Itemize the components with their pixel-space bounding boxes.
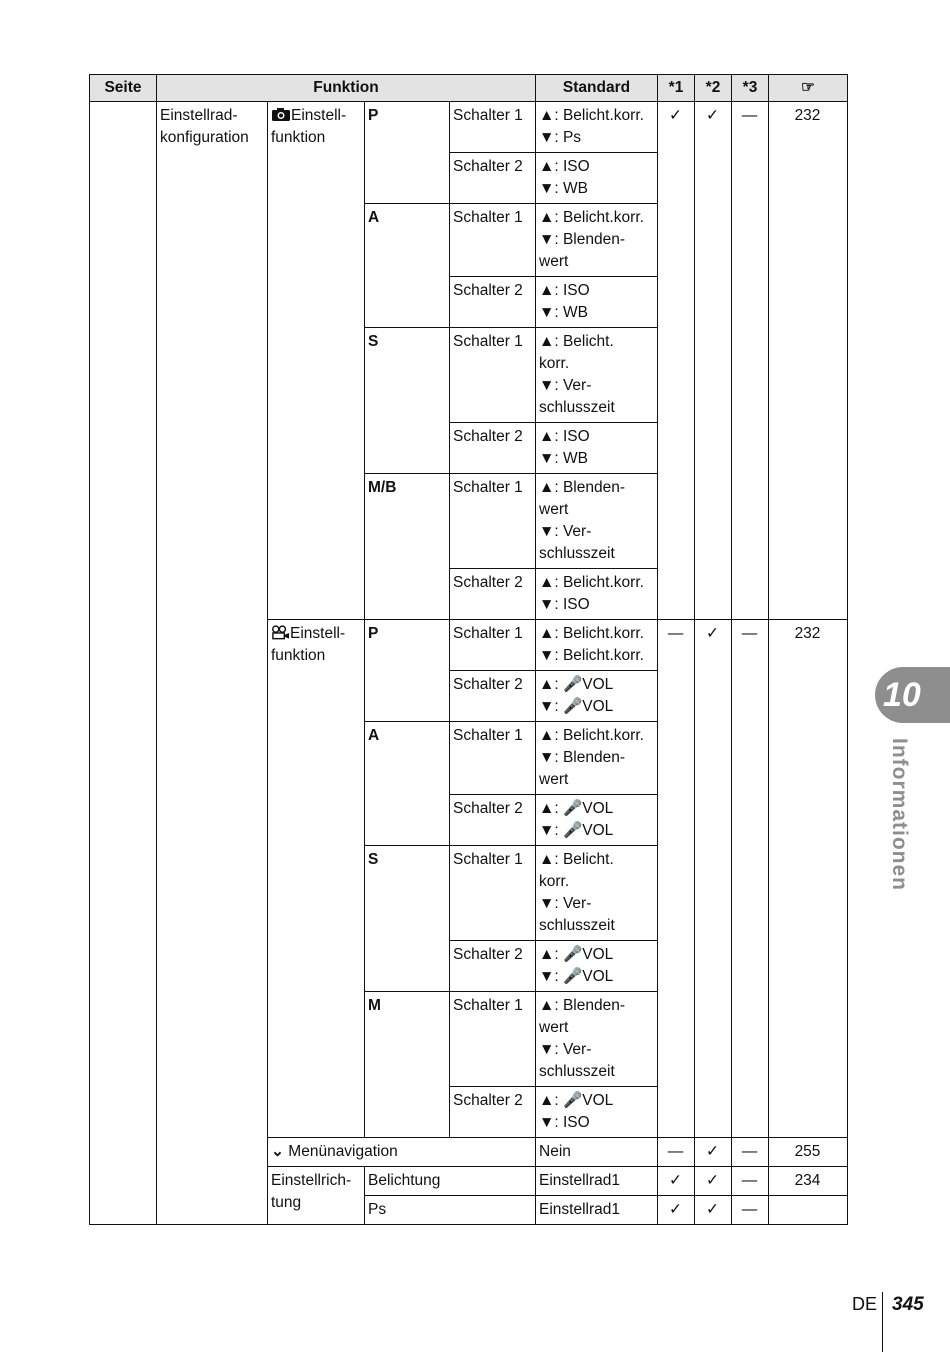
note-1-value: ✓ <box>658 102 695 620</box>
header-row <box>90 75 848 102</box>
standard-value: Einstellrad1 <box>536 1196 658 1225</box>
standard-value <box>536 204 658 277</box>
standard-line: ▼: Blenden- <box>539 749 625 766</box>
header-seite: Seite <box>90 75 157 102</box>
standard-line: ▲: ISO <box>539 282 590 299</box>
standard-line: ▲: ISO <box>539 158 590 175</box>
standard-line: korr. <box>539 355 570 372</box>
switch-label: Schalter 2 <box>450 569 536 620</box>
standard-line: ▼: WB <box>539 450 588 467</box>
note-2-value: ✓ <box>695 1196 732 1225</box>
menu-nav-label: Menünavigation <box>288 1143 398 1160</box>
standard-line: ▲: 🎤VOL <box>539 946 614 963</box>
note-3-value: — <box>732 1167 769 1196</box>
standard-line: ▼: WB <box>539 180 588 197</box>
standard-value <box>536 846 658 941</box>
switch-label: Schalter 1 <box>450 328 536 423</box>
table-body <box>90 102 848 1225</box>
switch-label: Schalter 2 <box>450 795 536 846</box>
standard-value <box>536 992 658 1087</box>
switch-label: Schalter 2 <box>450 671 536 722</box>
note-1-value: — <box>658 1138 695 1167</box>
standard-line: ▲: Belicht. <box>539 333 614 350</box>
standard-line: ▲: Belicht.korr. <box>539 107 644 124</box>
standard-value <box>536 277 658 328</box>
section-title: Informationen <box>888 738 911 891</box>
standard-line: ▼: 🎤VOL <box>539 968 614 985</box>
standard-line: schlusszeit <box>539 917 615 934</box>
direction-sub-label: Ps <box>365 1196 536 1225</box>
standard-line: ▲: 🎤VOL <box>539 800 614 817</box>
switch-label: Schalter 1 <box>450 620 536 671</box>
note-2-value: ✓ <box>695 1138 732 1167</box>
standard-line: ▲: 🎤VOL <box>539 676 614 693</box>
standard-value: Nein <box>536 1138 658 1167</box>
standard-value <box>536 620 658 671</box>
footer-language: DE <box>852 1294 878 1314</box>
standard-value <box>536 328 658 423</box>
note-2-value: ✓ <box>695 1167 732 1196</box>
standard-line: ▼: Ver- <box>539 377 592 394</box>
movie-group-label: Einstell-funktion <box>271 625 346 664</box>
switch-label: Schalter 1 <box>450 846 536 941</box>
page-ref: 234 <box>769 1167 848 1196</box>
standard-line: ▲: Belicht.korr. <box>539 625 644 642</box>
switch-label: Schalter 2 <box>450 423 536 474</box>
settings-table <box>89 74 848 1225</box>
standard-line: ▼: Ver- <box>539 523 592 540</box>
page-ref: 232 <box>769 620 848 1138</box>
standard-line: schlusszeit <box>539 399 615 416</box>
standard-value <box>536 569 658 620</box>
switch-label: Schalter 1 <box>450 474 536 569</box>
standard-value <box>536 102 658 153</box>
camera-group-label: Einstell-funktion <box>271 107 347 146</box>
camera-group-label-cell <box>268 102 365 620</box>
row-label: Einstellrad-konfiguration <box>157 102 268 1225</box>
note-3-value: — <box>732 1196 769 1225</box>
standard-value <box>536 423 658 474</box>
header-note-3: *3 <box>732 75 769 102</box>
switch-label: Schalter 2 <box>450 1087 536 1138</box>
mode-s: S <box>365 328 450 474</box>
standard-line: ▼: Blenden- <box>539 231 625 248</box>
standard-line: wert <box>539 253 569 270</box>
standard-line: ▼: 🎤VOL <box>539 698 614 715</box>
standard-line: ▼: 🎤VOL <box>539 822 614 839</box>
standard-line: ▲: ISO <box>539 428 590 445</box>
chapter-number: 10 <box>883 676 921 714</box>
standard-line: ▲: Belicht. <box>539 851 614 868</box>
switch-label: Schalter 1 <box>450 992 536 1087</box>
movie-group-label-cell <box>268 620 365 1138</box>
switch-label: Schalter 2 <box>450 941 536 992</box>
note-1-value: ✓ <box>658 1196 695 1225</box>
standard-line: ▲: 🎤VOL <box>539 1092 614 1109</box>
standard-line: wert <box>539 1019 569 1036</box>
header-note-1: *1 <box>658 75 695 102</box>
note-1-value: ✓ <box>658 1167 695 1196</box>
standard-line: ▲: Blenden- <box>539 479 625 496</box>
table-row <box>90 102 848 153</box>
standard-value <box>536 474 658 569</box>
mode-p: P <box>365 102 450 204</box>
standard-line: korr. <box>539 873 570 890</box>
header-standard: Standard <box>536 75 658 102</box>
standard-value: Einstellrad1 <box>536 1167 658 1196</box>
note-1-value: — <box>658 620 695 1138</box>
standard-line: ▼: Ver- <box>539 1041 592 1058</box>
standard-value <box>536 1087 658 1138</box>
standard-line: ▼: ISO <box>539 596 590 613</box>
header-note-2: *2 <box>695 75 732 102</box>
page-ref: 255 <box>769 1138 848 1167</box>
seite-cell <box>90 102 157 1225</box>
mode-m: M <box>365 992 450 1138</box>
standard-line: ▼: ISO <box>539 1114 590 1131</box>
standard-line: ▼: Ver- <box>539 895 592 912</box>
standard-line: ▼: Belicht.korr. <box>539 647 644 664</box>
page-ref-empty <box>769 1196 848 1225</box>
note-3-value: — <box>732 1138 769 1167</box>
standard-line: wert <box>539 501 569 518</box>
standard-line: schlusszeit <box>539 545 615 562</box>
page-ref: 232 <box>769 102 848 620</box>
standard-line: ▼: WB <box>539 304 588 321</box>
direction-label: Einstellrich-tung <box>268 1167 365 1225</box>
mode-a: A <box>365 722 450 846</box>
note-3-value: — <box>732 620 769 1138</box>
switch-label: Schalter 1 <box>450 722 536 795</box>
mode-p: P <box>365 620 450 722</box>
standard-line: ▲: Belicht.korr. <box>539 209 644 226</box>
dial-down-icon: ⌄ <box>271 1143 289 1160</box>
standard-line: ▼: Ps <box>539 129 582 146</box>
standard-value <box>536 722 658 795</box>
reference-icon: ☞ <box>769 75 848 102</box>
switch-label: Schalter 1 <box>450 102 536 153</box>
page-number: 345 <box>892 1294 924 1315</box>
standard-line: wert <box>539 771 569 788</box>
note-2-value: ✓ <box>695 620 732 1138</box>
camera-icon <box>271 107 291 122</box>
note-3-value: — <box>732 102 769 620</box>
standard-value <box>536 941 658 992</box>
note-2-value: ✓ <box>695 102 732 620</box>
standard-line: ▲: Blenden- <box>539 997 625 1014</box>
header-funktion: Funktion <box>157 75 536 102</box>
footer-divider <box>882 1292 883 1352</box>
standard-value <box>536 671 658 722</box>
switch-label: Schalter 2 <box>450 153 536 204</box>
standard-value <box>536 153 658 204</box>
switch-label: Schalter 1 <box>450 204 536 277</box>
standard-line: ▲: Belicht.korr. <box>539 727 644 744</box>
standard-value <box>536 795 658 846</box>
mode-m-b: M/B <box>365 474 450 620</box>
standard-line: ▲: Belicht.korr. <box>539 574 644 591</box>
mode-a: A <box>365 204 450 328</box>
direction-sub-label: Belichtung <box>365 1167 536 1196</box>
movie-camera-icon <box>271 625 290 640</box>
standard-line: schlusszeit <box>539 1063 615 1080</box>
switch-label: Schalter 2 <box>450 277 536 328</box>
mode-s: S <box>365 846 450 992</box>
menu-nav-label-cell <box>268 1138 536 1167</box>
